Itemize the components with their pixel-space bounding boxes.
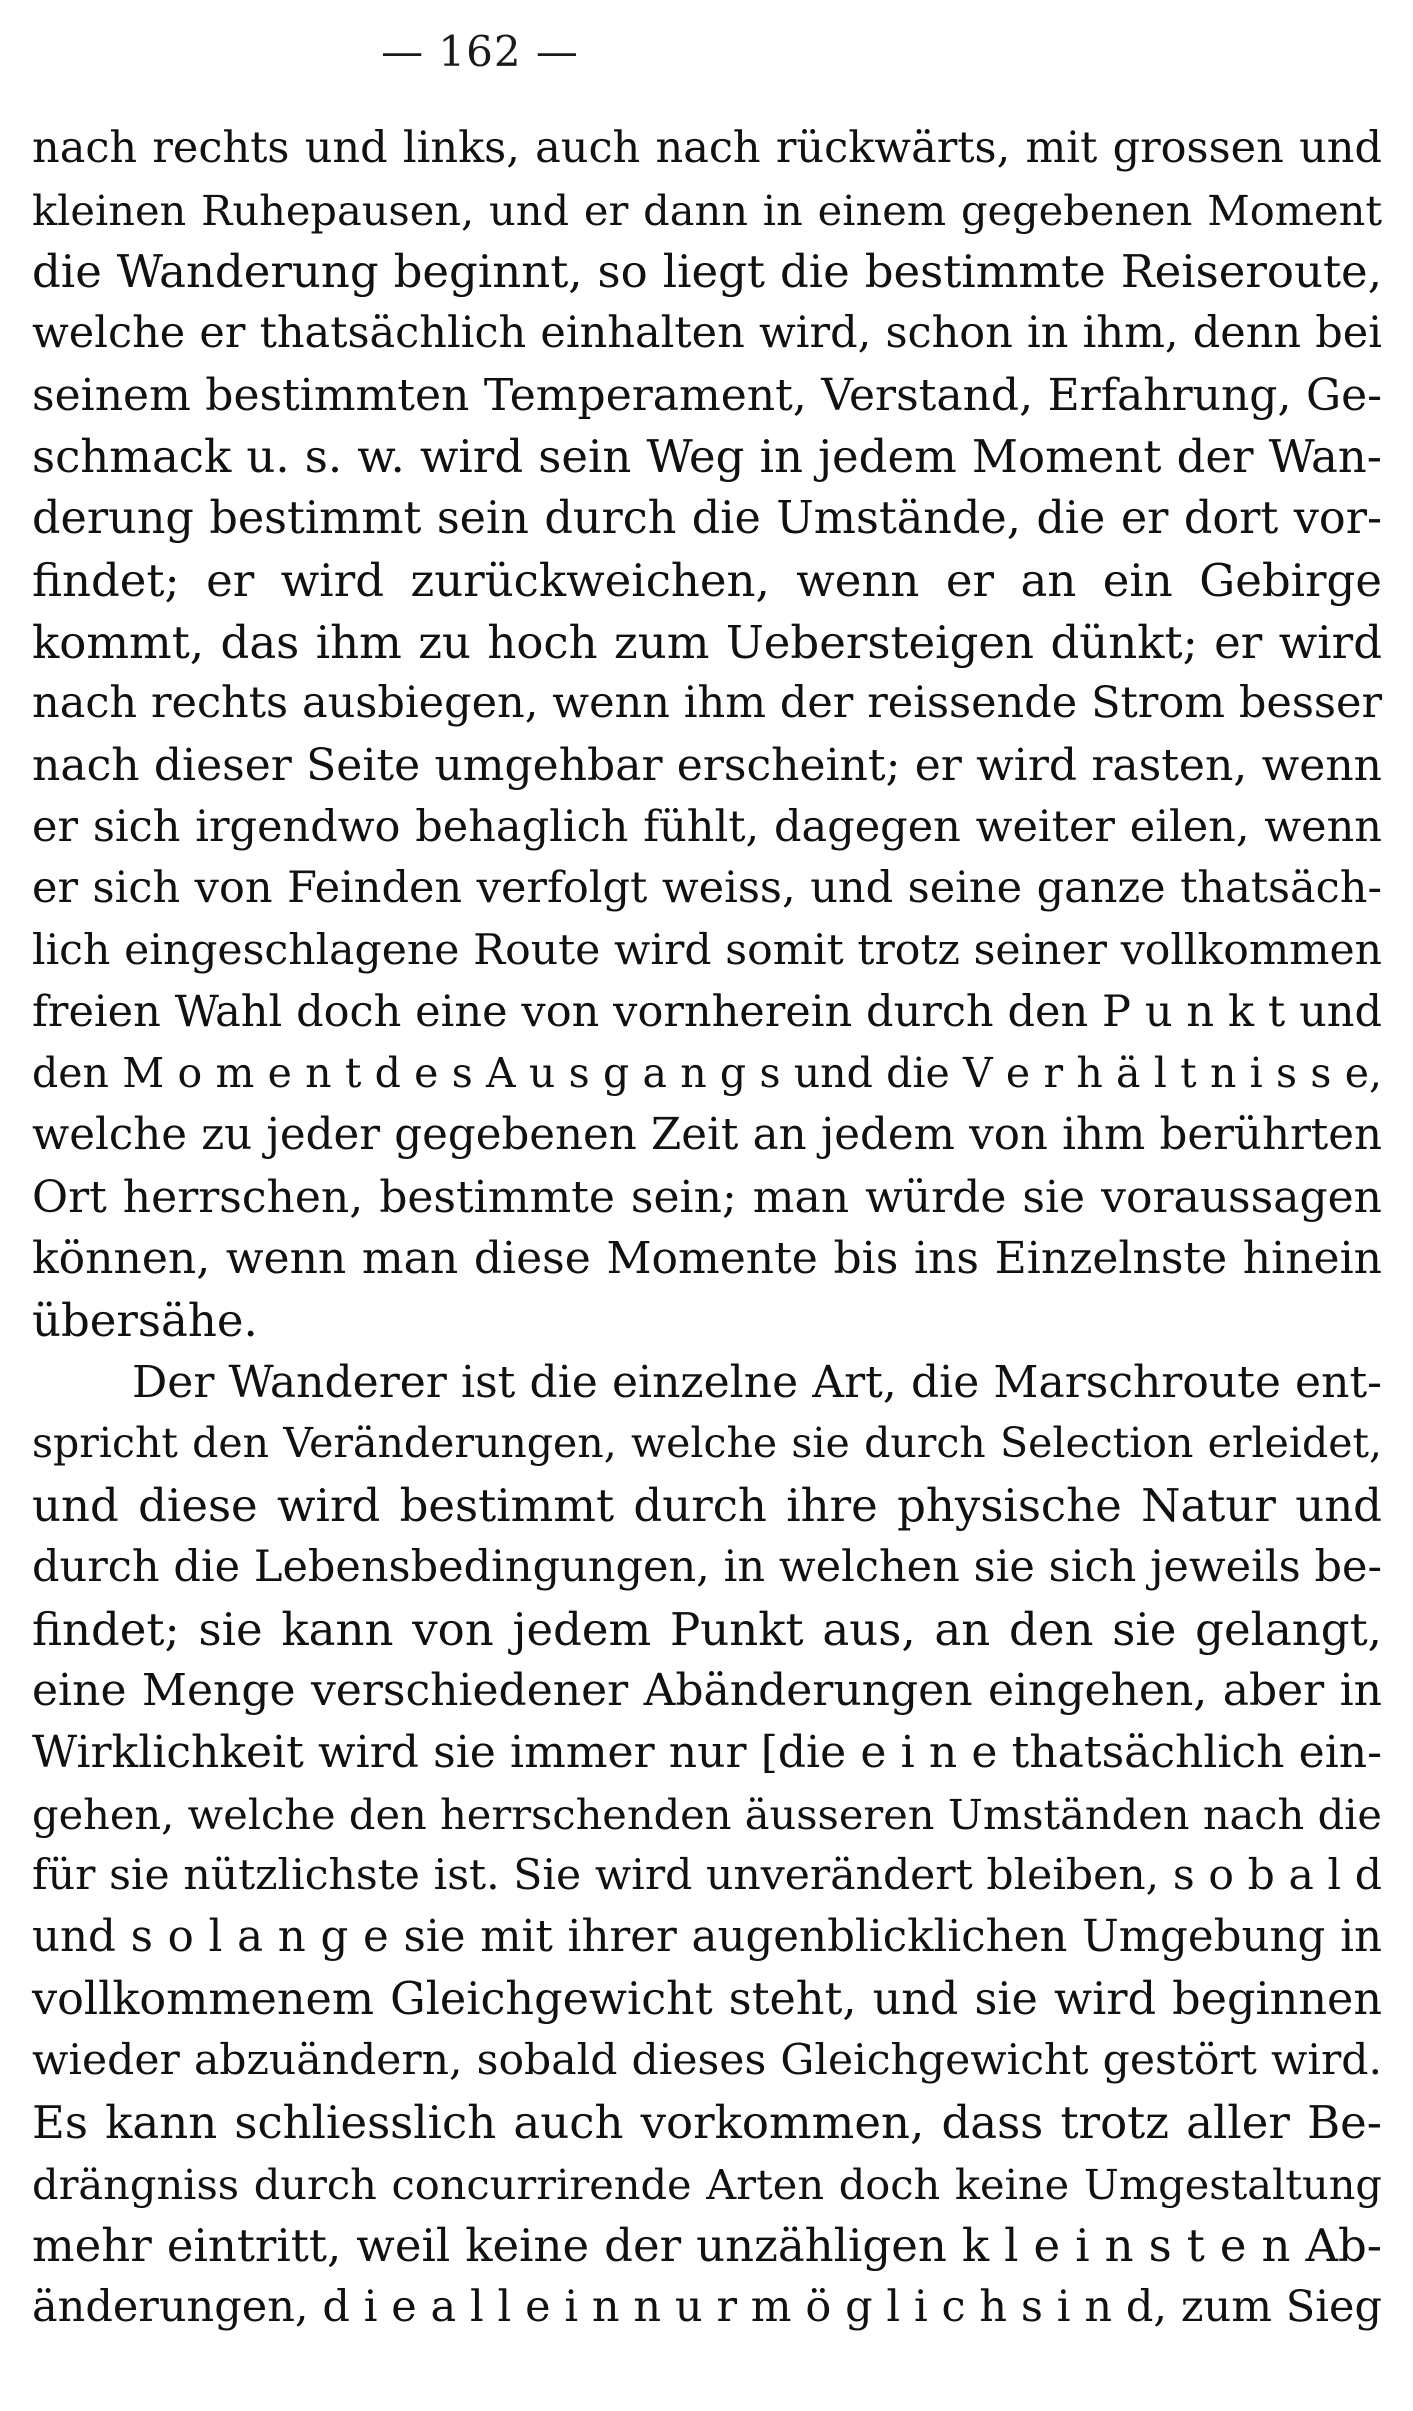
text-line: und diese wird bestimmt durch ihre physische Natur und xyxy=(32,1479,1382,1533)
text-line: für sie nützlichste ist. Sie wird unverändert bleiben, s o b a l d xyxy=(32,1851,1382,1901)
text-line: gehen, welche den herrschenden äusseren Umständen nach die xyxy=(32,1789,1382,1839)
text-line: nach rechts ausbiegen, wenn ihm der reissende Strom besser xyxy=(32,678,1382,729)
text-line: spricht den Veränderungen, welche sie durch Selection erleidet, xyxy=(32,1419,1382,1468)
text-line: nach dieser Seite umgehbar erscheint; er wird rasten, wenn xyxy=(32,739,1382,791)
text-line: er sich von Feinden verfolgt weiss, und seine ganze thatsäch- xyxy=(32,863,1382,914)
text-line: seinem bestimmten Temperament, Verstand, Erfahrung, Ge- xyxy=(32,369,1382,421)
body-text xyxy=(32,118,1382,2339)
text-line: kommt, das ihm zu hoch zum Uebersteigen dünkt; er wird xyxy=(32,615,1382,669)
text-line: Wirklichkeit wird sie immer nur [die e i n e thatsächlich ein- xyxy=(32,1726,1382,1778)
text-line: nach rechts und links, auch nach rückwärts, mit grossen und xyxy=(32,123,1382,173)
text-line: schmack u. s. w. wird sein Weg in jedem Moment der Wan- xyxy=(32,430,1382,484)
text-line: können, wenn man diese Momente bis ins Einzelnste hinein xyxy=(32,1233,1382,1285)
text-line: er sich irgendwo behaglich fühlt, dagegen weiter eilen, wenn xyxy=(32,801,1382,852)
page-number: — 162 — xyxy=(381,27,579,76)
text-line: durch die Lebensbedingungen, in welchen sie sich jeweils be- xyxy=(32,1541,1382,1592)
paragraph-2 xyxy=(32,1352,1382,2339)
text-line: Es kann schliesslich auch vorkommen, dass trotz aller Be- xyxy=(32,2096,1382,2149)
paragraph-1 xyxy=(32,118,1382,1352)
text-line: drängniss durch concurrirende Arten doch keine Umgestaltung xyxy=(32,2159,1382,2209)
text-line: die Wanderung beginnt, so liegt die bestimmte Reiseroute, xyxy=(32,245,1382,299)
text-line: den M o m e n t d e s A u s g a n g s und die V e r h ä l t n i s s e, xyxy=(32,1049,1382,1098)
text-line: Ort herrschen, bestimmte sein; man würde sie voraussagen xyxy=(32,1171,1382,1223)
text-line: welche er thatsächlich einhalten wird, schon in ihm, denn bei xyxy=(32,308,1382,359)
text-line: wieder abzuändern, sobald dieses Gleichgewicht gestört wird. xyxy=(32,2036,1382,2086)
text-line: findet; sie kann von jedem Punkt aus, an den sie gelangt, xyxy=(32,1602,1382,1656)
text-line: änderungen, d i e a l l e i n n u r m ö g l i c h s i n d, zum Sieg xyxy=(32,2282,1382,2333)
text-line: kleinen Ruhepausen, und er dann in einem gegebenen Moment xyxy=(32,185,1382,235)
text-line: freien Wahl doch eine von vornherein durch den P u n k t und xyxy=(32,986,1382,1037)
text-line: mehr eintritt, weil keine der unzähligen k l e i n s t e n Ab- xyxy=(32,2219,1382,2273)
text-line: Der Wanderer ist die einzelne Art, die Marschroute ent- xyxy=(132,1356,1382,1408)
text-line: welche zu jeder gegebenen Zeit an jedem von ihm berührten xyxy=(32,1110,1382,1160)
text-line: vollkommenem Gleichgewicht steht, und sie wird beginnen xyxy=(32,1973,1382,2025)
text-line: und s o l a n g e sie mit ihrer augenblicklichen Umgebung in xyxy=(32,1911,1382,1962)
text-line: eine Menge verschiedener Abänderungen eingehen, aber in xyxy=(32,1665,1382,1717)
text-line: übersähe. xyxy=(32,1294,258,1348)
text-line: findet; er wird zurückweichen, wenn er an ein Gebirge xyxy=(32,553,1382,607)
text-line: lich eingeschlagene Route wird somit trotz seiner vollkommen xyxy=(32,925,1382,975)
text-line: derung bestimmt sein durch die Umstände, die er dort vor- xyxy=(32,493,1382,545)
